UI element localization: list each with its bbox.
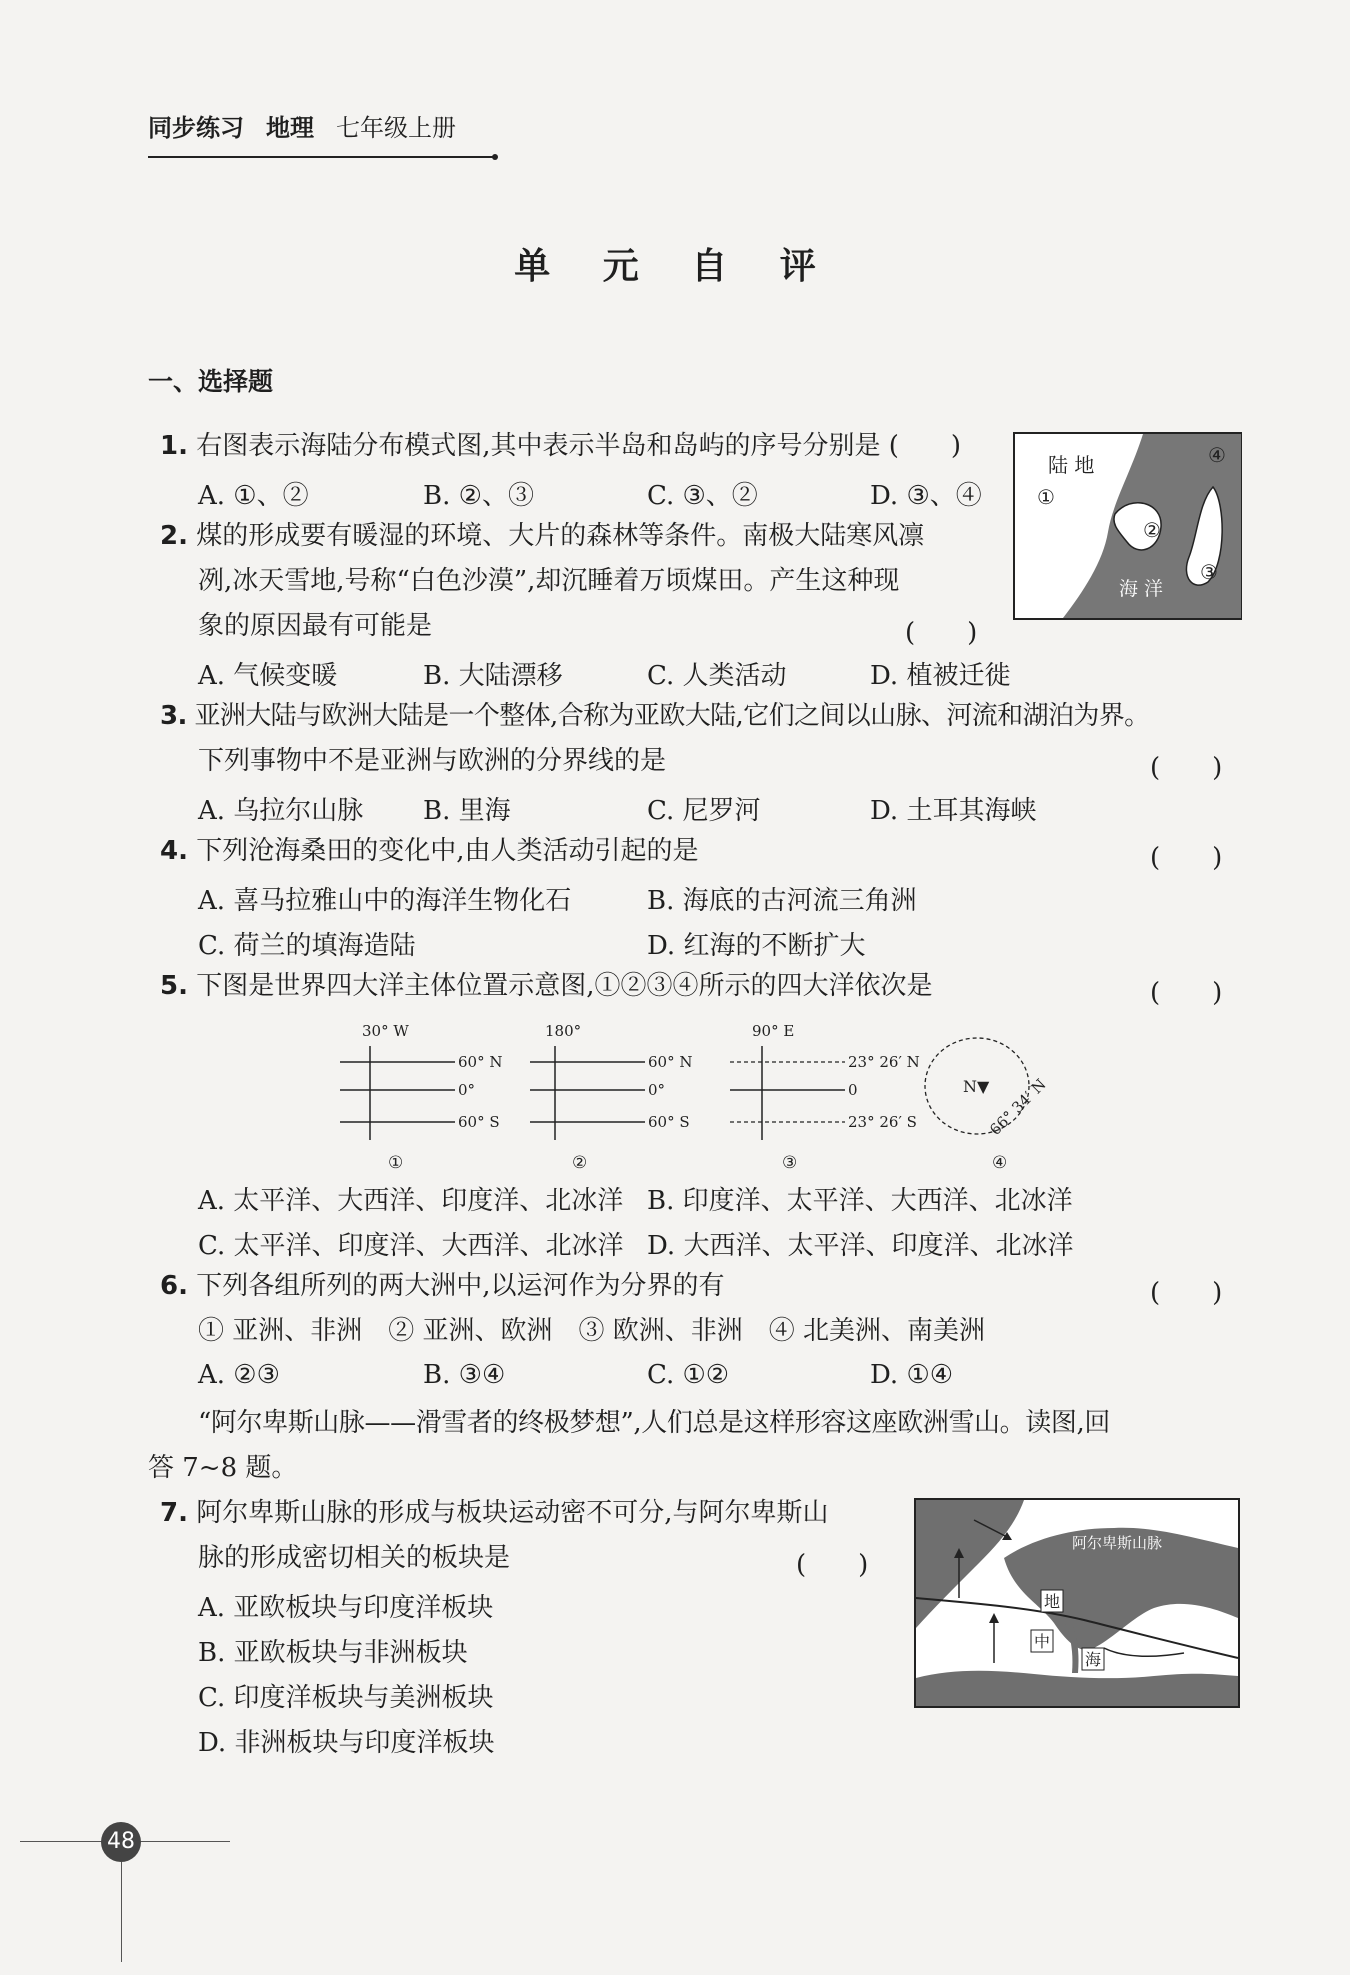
q1-option-c: C. ③、② [647,481,758,511]
q4-option-b: B. 海底的古河流三角洲 [647,886,917,916]
fig1-num-3: ③ [1200,560,1218,584]
q7-line-2: 脉的形成密切相关的板块是 [198,1543,511,1573]
q2-option-d: D. 植被迁徙 [870,661,1011,691]
map-char-3: 海 [1085,1650,1102,1669]
running-header [148,108,456,143]
section-heading: 一、选择题 [148,367,274,396]
q4-answer-paren: ( ) [1150,843,1223,873]
q2-answer-paren: ( ) [905,618,978,648]
q3-line-2: 下列事物中不是亚洲与欧洲的分界线的是 [198,746,667,776]
page-number: 48 [101,1822,141,1862]
q6-option-c: C. ①② [647,1360,730,1390]
question-4: 4. 下列沧海桑田的变化中,由人类活动引起的是 [160,836,699,866]
alps-map [914,1498,1240,1708]
question-6: 6. 下列各组所列的两大洲中,以运河作为分界的有 [160,1271,725,1301]
fig1-land-label: 陆 地 [1048,453,1095,477]
d4-number: ④ [992,1153,1008,1173]
d3-top-label: 90° E [752,1022,795,1040]
d2-top-label: 180° [545,1022,582,1040]
q3-option-a: A. 乌拉尔山脉 [198,796,364,826]
page-title: 单 元 自 评 [514,245,836,287]
q4-option-d: D. 红海的不断扩大 [647,931,866,961]
q1-option-d: D. ③、④ [870,481,982,511]
sea-land-pattern-map [1013,432,1242,620]
q1-option-a: A. ①、② [198,481,309,511]
q7-option-c: C. 印度洋板块与美洲板块 [198,1683,494,1713]
q6-option-b: B. ③④ [423,1360,506,1390]
d2-lat-a: 60° N [648,1053,693,1071]
footer-rule-vertical [121,1862,122,1962]
question-7: 7. 阿尔卑斯山脉的形成与板块运动密不可分,与阿尔卑斯山 [160,1498,829,1528]
q5-answer-paren: ( ) [1150,978,1223,1008]
q7-option-d: D. 非洲板块与印度洋板块 [198,1728,495,1758]
d1-lat-c: 60° S [458,1113,500,1131]
q5-option-c: C. 太平洋、印度洋、大西洋、北冰洋 [198,1231,624,1261]
q7-option-a: A. 亚欧板块与印度洋板块 [198,1593,494,1623]
q2-line-3: 象的原因最有可能是 [198,611,433,641]
q7-8-intro-line-1: “阿尔卑斯山脉——滑雪者的终极梦想”,人们总是这样形容这座欧洲雪山。读图,回 [198,1408,1110,1438]
q4-option-a: A. 喜马拉雅山中的海洋生物化石 [198,886,572,916]
q5-option-d: D. 大西洋、太平洋、印度洋、北冰洋 [647,1231,1074,1261]
q3-option-c: C. 尼罗河 [647,796,761,826]
fig1-num-4: ④ [1208,443,1226,467]
q3-option-d: D. 土耳其海峡 [870,796,1037,826]
d3-lat-b: 0 [848,1081,858,1099]
q3-option-b: B. 里海 [423,796,511,826]
fig1-sea-label: 海 洋 [1119,578,1164,600]
q4-option-c: C. 荷兰的填海造陆 [198,931,416,961]
d4-arctic-circle-label: 66° 34′ N [986,1075,1050,1139]
map-char-1: 地 [1044,1592,1061,1611]
d2-lat-b: 0° [648,1081,666,1099]
fig1-num-2: ② [1143,518,1161,542]
header-grade: 七年级上册 [336,114,456,142]
header-subject: 地理 [266,114,314,142]
d2-number: ② [572,1153,588,1173]
question-5: 5. 下图是世界四大洋主体位置示意图,①②③④所示的四大洋依次是 [160,971,933,1001]
d3-number: ③ [782,1153,798,1173]
q2-option-b: B. 大陆漂移 [423,661,563,691]
q6-option-a: A. ②③ [198,1360,280,1390]
d3-lat-a: 23° 26′ N [848,1053,920,1071]
header-rule [148,156,494,158]
d4-north-pole: N▼ [963,1077,990,1096]
question-3: 3. 亚洲大陆与欧洲大陆是一个整体,合称为亚欧大陆,它们之间以山脉、河流和湖泊为界。 [160,701,1150,731]
q2-line-2: 冽,冰天雪地,号称“白色沙漠”,却沉睡着万顷煤田。产生这种现 [198,566,900,596]
ocean-position-diagram [330,1018,1060,1178]
d2-lat-c: 60° S [648,1113,690,1131]
q2-option-c: C. 人类活动 [647,661,787,691]
d1-lat-a: 60° N [458,1053,503,1071]
q3-answer-paren: ( ) [1150,753,1223,783]
q6-answer-paren: ( ) [1150,1278,1223,1308]
alps-label: 阿尔卑斯山脉 [1072,1534,1163,1552]
d1-lat-b: 0° [458,1081,476,1099]
q2-option-a: A. 气候变暖 [198,661,338,691]
d1-top-label: 30° W [362,1022,409,1040]
q1-option-b: B. ②、③ [423,481,534,511]
header-series: 同步练习 [148,114,244,142]
q7-option-b: B. 亚欧板块与非洲板块 [198,1638,468,1668]
question-1: 1. 右图表示海陆分布模式图,其中表示半岛和岛屿的序号分别是 ( ) [160,431,962,461]
q5-option-a: A. 太平洋、大西洋、印度洋、北冰洋 [198,1186,624,1216]
q7-answer-paren: ( ) [796,1550,869,1580]
question-2: 2. 煤的形成要有暖湿的环境、大片的森林等条件。南极大陆寒风凛 [160,521,925,551]
fig1-num-1: ① [1037,485,1055,509]
q6-items: ① 亚洲、非洲 ② 亚洲、欧洲 ③ 欧洲、非洲 ④ 北美洲、南美洲 [198,1316,986,1346]
q5-option-b: B. 印度洋、太平洋、大西洋、北冰洋 [647,1186,1073,1216]
q6-option-d: D. ①④ [870,1360,954,1390]
d3-lat-c: 23° 26′ S [848,1113,917,1131]
q7-8-intro-line-2: 答 7~8 题。 [148,1453,298,1483]
map-char-2: 中 [1034,1632,1051,1651]
d1-number: ① [388,1153,404,1173]
